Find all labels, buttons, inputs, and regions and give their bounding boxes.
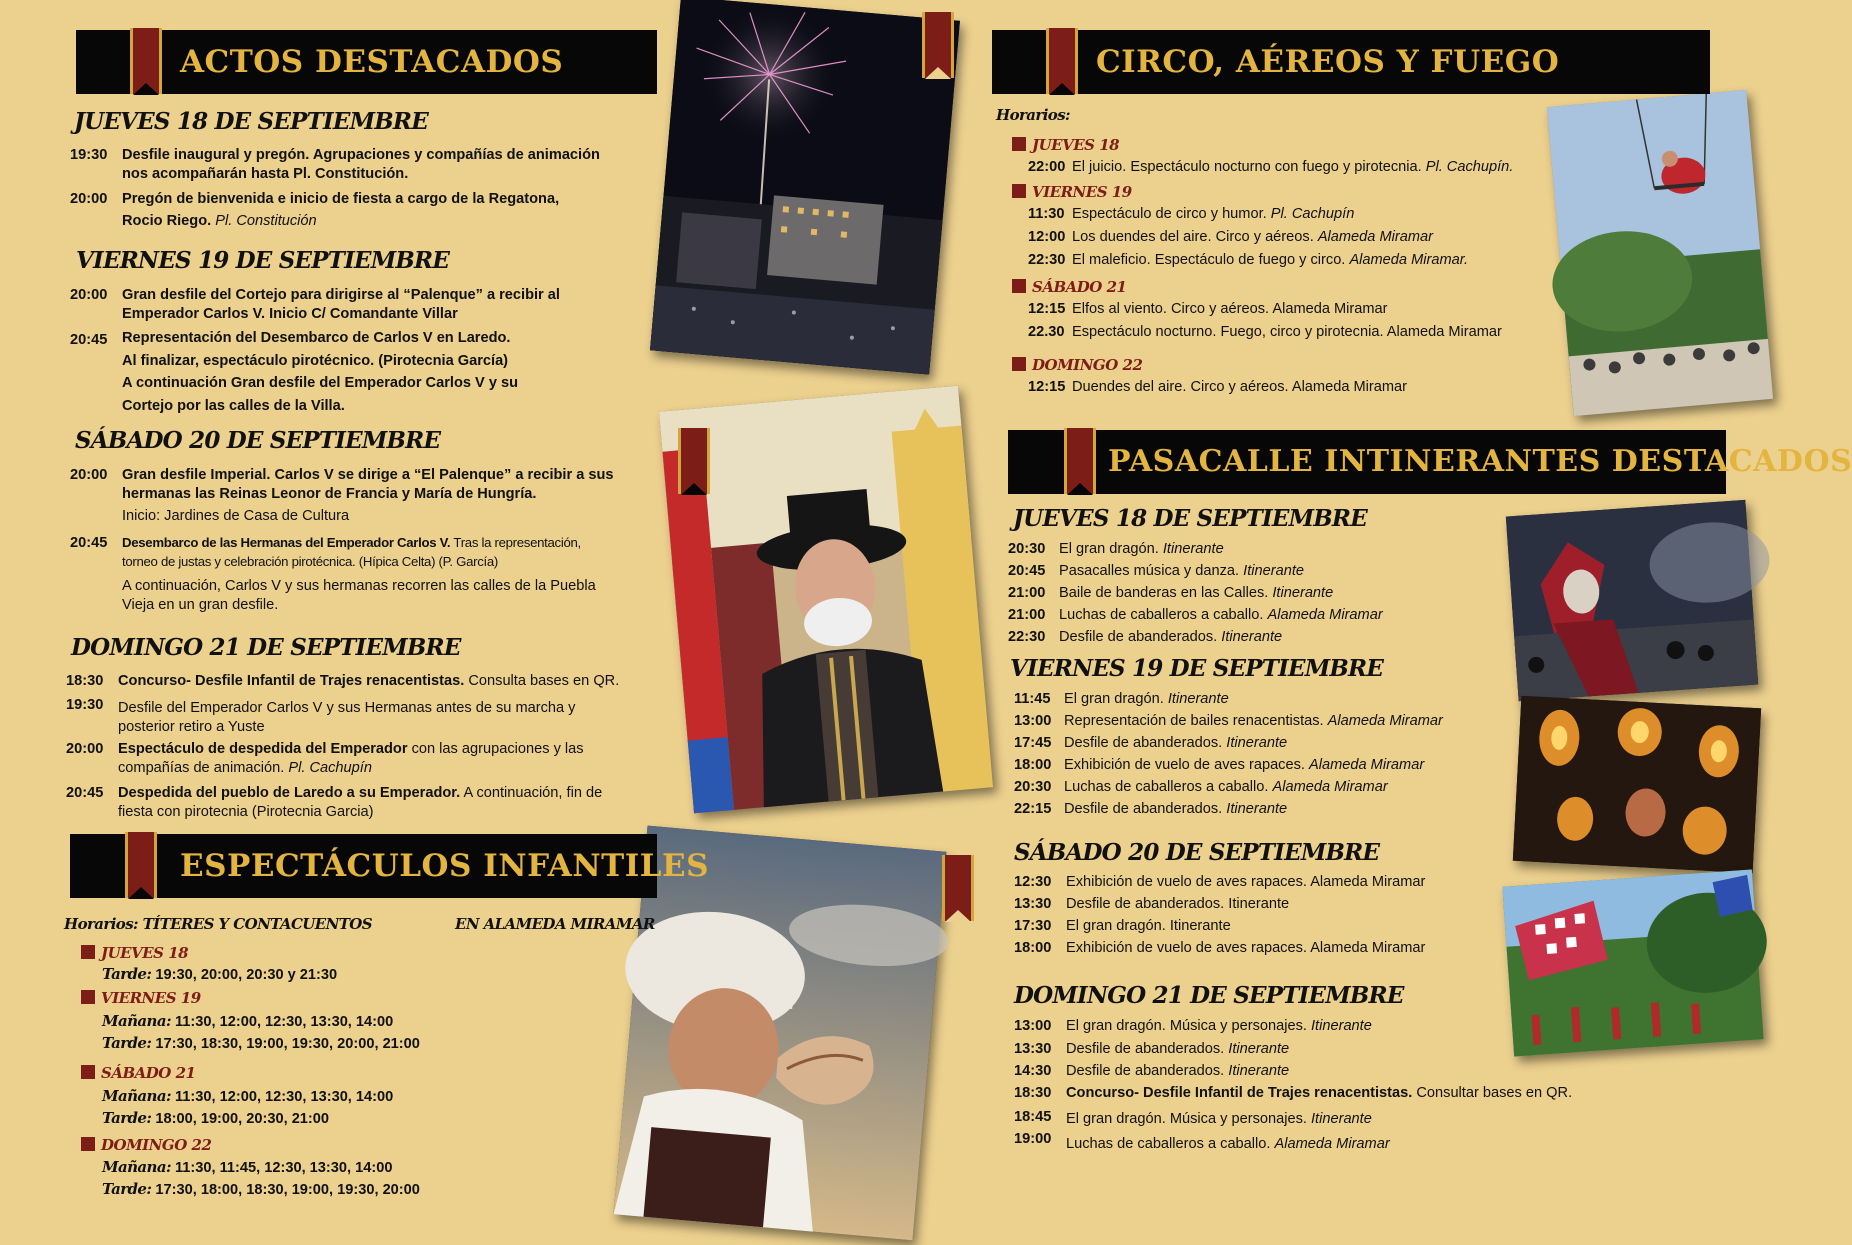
conch-ribbon: [942, 855, 974, 921]
infantiles-ribbon: [125, 832, 157, 898]
infantiles-row: Mañana: 11:30, 12:00, 12:30, 13:30, 14:00: [102, 1087, 394, 1105]
infantiles-banner: [70, 834, 710, 898]
infantiles-row: Tarde: 17:30, 18:30, 19:00, 19:30, 20:00, 21:00: [102, 1034, 420, 1052]
pasacalle-ribbon: [1064, 428, 1096, 494]
actos-banner: [76, 30, 657, 94]
aerial-photo: [1547, 90, 1773, 416]
actos-ribbon: [130, 28, 162, 94]
fireworks-ribbon: [922, 12, 954, 78]
infantiles-row: Tarde: 18:00, 19:00, 20:30, 21:00: [102, 1109, 330, 1127]
infantiles-day: VIERNES 19: [81, 989, 201, 1007]
pasacalle-day: VIERNES 19 DE SEPTIEMBRE: [1010, 655, 1384, 682]
infantiles-day: SÁBADO 21: [81, 1064, 195, 1082]
circo-horarios-label: Horarios:: [996, 106, 1070, 124]
actos-day-viernes: VIERNES 19 DE SEPTIEMBRE: [76, 247, 450, 274]
infantiles-horarios-label: Horarios: TÍTERES Y CONTACUENTOS: [64, 915, 372, 933]
dragon-photo: [1506, 500, 1758, 701]
circo-day: VIERNES 19: [1012, 183, 1132, 201]
fireworks-photo: [650, 0, 960, 375]
pasacalle-day: SÁBADO 20 DE SEPTIEMBRE: [1014, 839, 1380, 866]
circo-day: DOMINGO 22: [1012, 356, 1142, 374]
infantiles-row: Mañana: 11:30, 11:45, 12:30, 13:30, 14:00: [102, 1158, 393, 1176]
pasacalle-day: DOMINGO 21 DE SEPTIEMBRE: [1014, 982, 1404, 1009]
circo-ribbon: [1046, 28, 1078, 94]
actos-day-domingo: DOMINGO 21 DE SEPTIEMBRE: [71, 634, 461, 661]
actos-day-jueves: JUEVES 18 DE SEPTIEMBRE: [74, 108, 428, 135]
circo-banner: [992, 30, 1710, 94]
actos-day-sabado: SÁBADO 20 DE SEPTIEMBRE: [75, 427, 441, 454]
pasacalle-title: PASACALLE INTINERANTES DESTACADOS: [1108, 444, 1852, 479]
flags-photo: [1502, 869, 1763, 1056]
circo-title: CIRCO, AÉREOS Y FUEGO: [1096, 44, 1560, 80]
infantiles-row: Mañana: 11:30, 12:00, 12:30, 13:30, 14:00: [102, 1012, 394, 1030]
actos-title: ACTOS DESTACADOS: [180, 44, 564, 80]
infantiles-day: DOMINGO 22: [81, 1136, 211, 1154]
fire-photo: [1513, 696, 1761, 873]
infantiles-row: Tarde: 17:30, 18:00, 18:30, 19:00, 19:30, 20:00: [102, 1180, 420, 1198]
pasacalle-banner: [1008, 430, 1852, 494]
emperor-ribbon: [678, 428, 710, 494]
pasacalle-day: JUEVES 18 DE SEPTIEMBRE: [1013, 505, 1367, 532]
circo-day: JUEVES 18: [1012, 136, 1119, 154]
infantiles-day: JUEVES 18: [81, 944, 188, 962]
infantiles-place: EN ALAMEDA MIRAMAR: [455, 915, 655, 933]
circo-day: SÁBADO 21: [1012, 278, 1126, 296]
infantiles-row: Tarde: 19:30, 20:00, 20:30 y 21:30: [102, 965, 338, 983]
infantiles-title: ESPECTÁCULOS INFANTILES: [180, 848, 710, 884]
